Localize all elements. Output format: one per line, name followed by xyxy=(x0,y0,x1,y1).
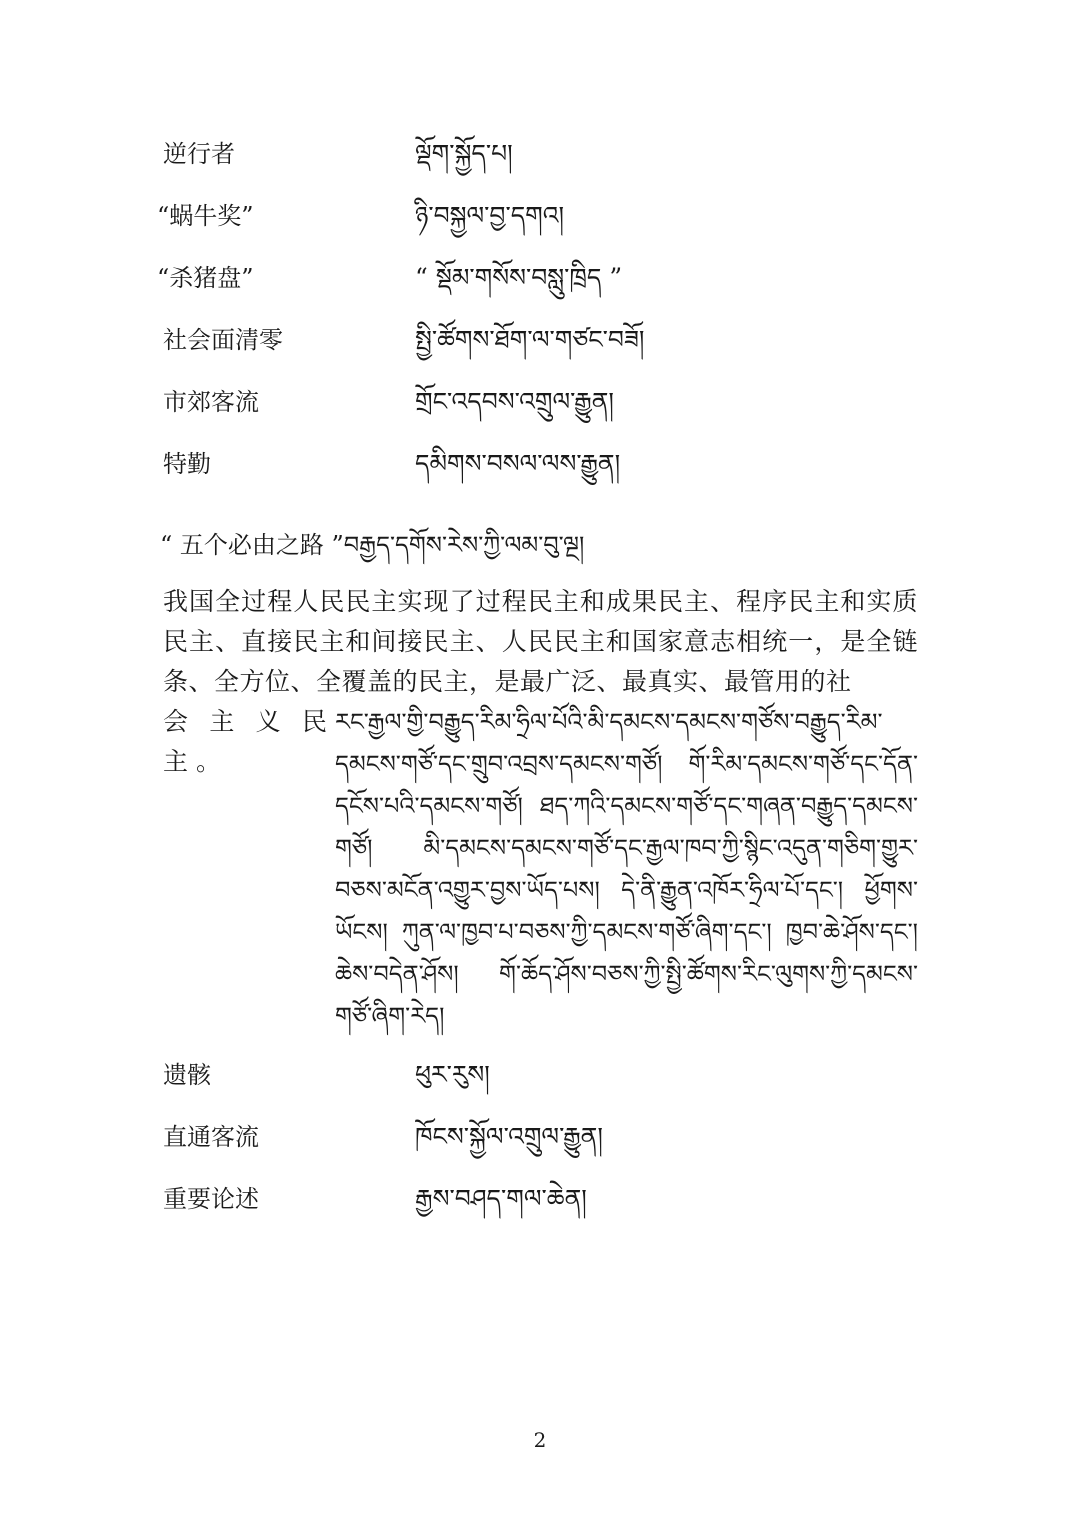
term-row xyxy=(0,1179,1080,1229)
term-row xyxy=(0,1117,1080,1167)
term-tibetan: “ སྡོམ་གསོས་བསླུ་ཁྲིད ” xyxy=(415,263,623,292)
term-tibetan: ལྡོག་སྐྱོད་པ། xyxy=(415,139,513,168)
term-row xyxy=(0,320,1080,370)
term-row xyxy=(0,444,1080,494)
page-number: 2 xyxy=(533,1428,547,1452)
term-chinese: “蜗牛奖” xyxy=(157,202,254,230)
term-row xyxy=(0,382,1080,432)
term-row xyxy=(0,1055,1080,1105)
term-row xyxy=(0,196,1080,246)
term-tibetan: ཕུར་རུས། xyxy=(415,1060,490,1089)
term-chinese: 直通客流 xyxy=(163,1123,259,1151)
paragraph-tibetan: རང་རྒྱལ་གྱི་བརྒྱུད་རིམ་ཧྲིལ་པོའི་མི་དམངས་དམངས་གཙོས་བརྒྱུད་རིམ་དམངས་གཙོ་དང་གྲུབ་འབྲས་དམངས་གཙོ། གོ་རིམ་དམངས་གཙོ་དང་དོན་དངོས་པའི་དམངས་གཙོ། ཐད་ཀའི་དམངས་གཙོ་དང་གཞན་བརྒྱུད་དམངས་གཙོ། མི་དམངས་དམངས་གཙོ་དང་རྒྱལ་ཁབ་ཀྱི་སྙིང་འདུན་གཅིག་གྱུར་བཅས་མངོན་འགྱུར་བྱས་ཡོད་པས། དེ་ནི་རྒྱུན་འཁོར་ཧྲིལ་པོ་དང་། ཕྱོགས་ཡོངས། ཀུན་ལ་ཁྱབ་པ་བཅས་ཀྱི་དམངས་གཙོ་ཞིག་དང་། ཁྱབ་ཆེ་ཤོས་དང་། ཆེས་བདེན་ཤོས། གོ་ཆོད་ཤོས་བཅས་ཀྱི་སྤྱི་ཚོགས་རིང་ལུགས་ཀྱི་དམངས་གཙོ་ཞིག་རེད། xyxy=(335,708,918,1030)
term-row xyxy=(0,134,1080,184)
term-chinese: “杀猪盘” xyxy=(157,264,254,292)
section-heading-tibetan: བརྒྱད་དགོས་རེས་ཀྱི་ལམ་བུ་ལྔ། xyxy=(343,531,585,559)
term-chinese: 市郊客流 xyxy=(163,388,259,416)
paragraph-chinese-main: 我国全过程人民民主实现了过程民主和成果民主、程序民主和实质民主、直接民主和间接民主、人民民主和国家意志相统一，是全链条、全方位、全覆盖的民主，是最广泛、最真实、最管用的社 xyxy=(163,587,918,696)
term-tibetan: གྲོང་འདབས་འགྲུལ་རྒྱུན། xyxy=(415,387,614,416)
section-heading xyxy=(160,525,584,565)
term-tibetan: ཉི་བསྐྱལ་བྱ་དགའ། xyxy=(415,201,565,230)
term-tibetan: དམིགས་བསལ་ལས་རྒྱུན། xyxy=(415,449,621,478)
paragraph-chinese-last-line: 会主义民主。 xyxy=(163,707,335,776)
term-chinese: 逆行者 xyxy=(163,140,235,168)
term-tibetan: ཁོངས་སྐྱོལ་འགྲུལ་རྒྱུན། xyxy=(415,1122,603,1151)
term-chinese: 特勤 xyxy=(163,450,211,478)
term-tibetan: སྤྱི་ཚོགས་ཐོག་ལ་གཙང་བཟོ། xyxy=(415,325,645,354)
term-row xyxy=(0,258,1080,308)
term-tibetan: རྒྱས་བཤད་གལ་ཆེན། xyxy=(415,1184,587,1213)
term-chinese: 遗骸 xyxy=(163,1061,211,1089)
term-chinese: 重要论述 xyxy=(163,1185,259,1213)
section-heading-chinese: “ 五个必由之路 ” xyxy=(160,531,344,559)
term-chinese: 社会面清零 xyxy=(163,326,283,354)
